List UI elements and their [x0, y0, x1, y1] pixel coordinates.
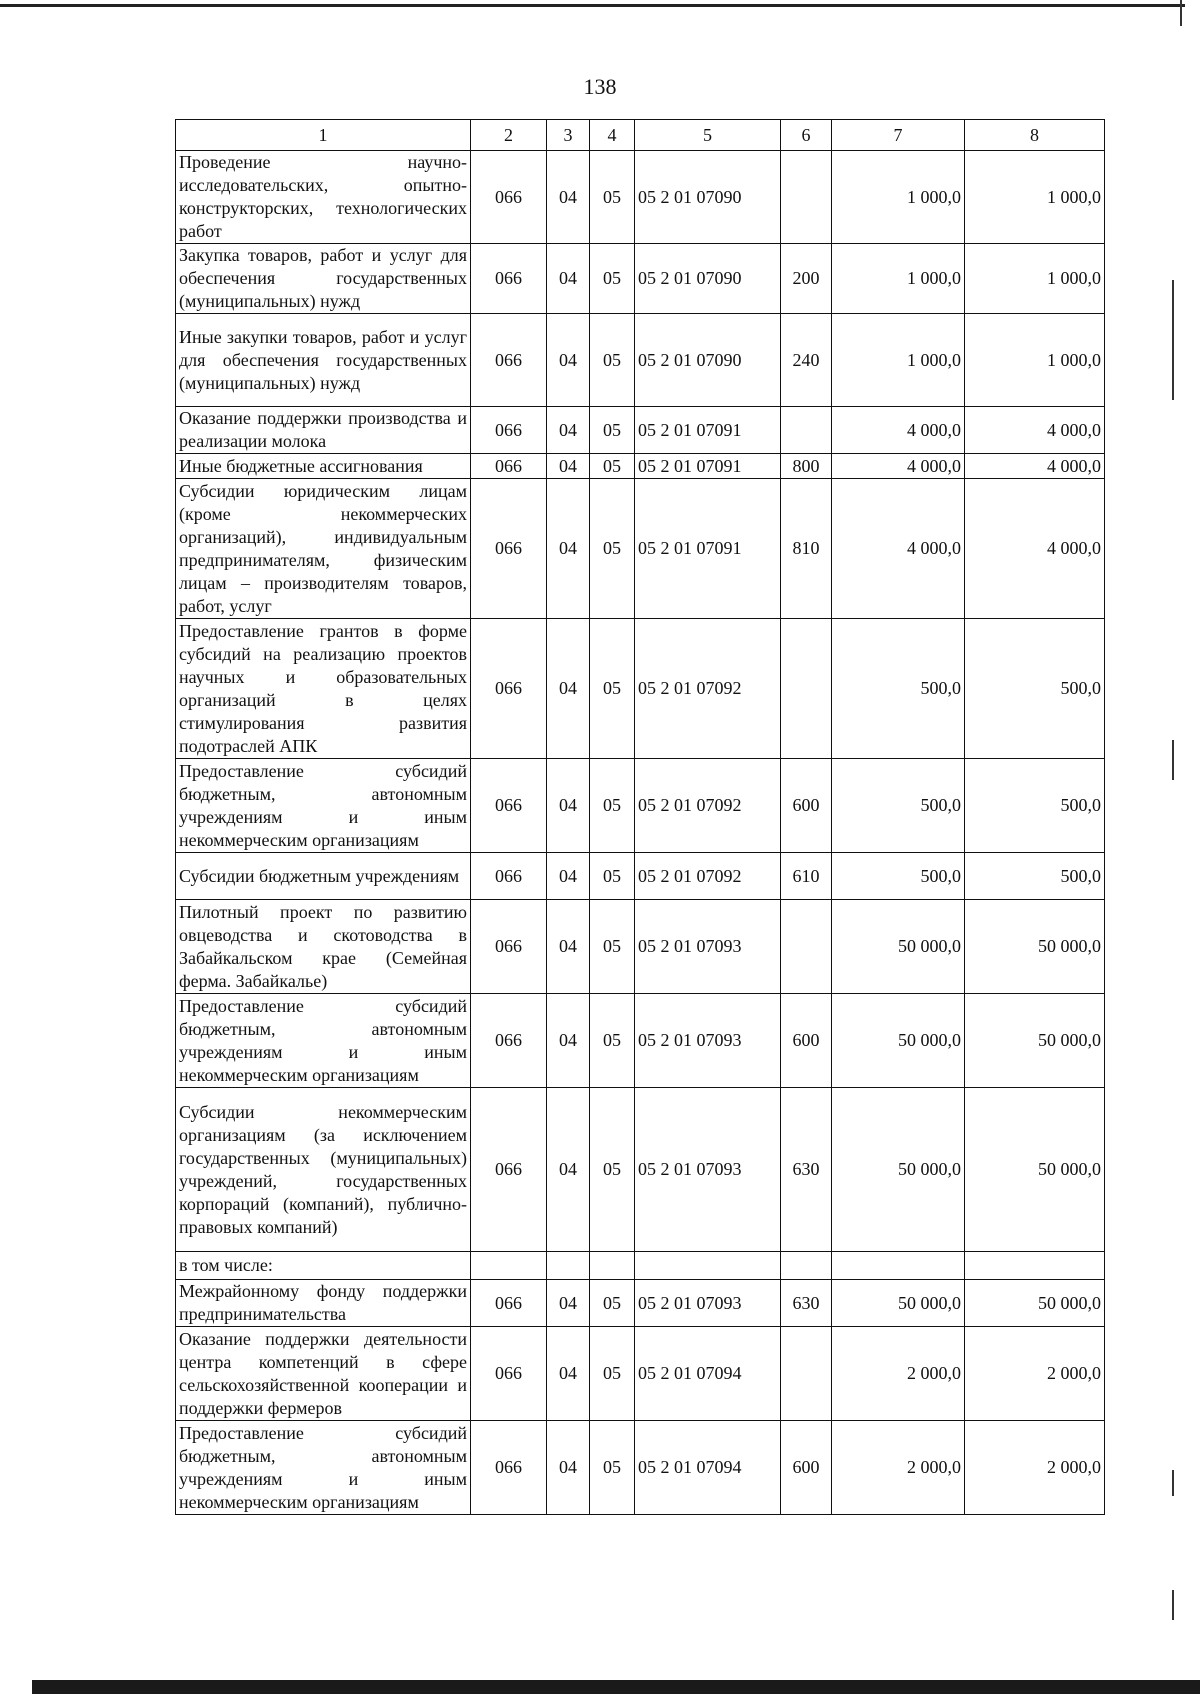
- table-row: [176, 1421, 1105, 1515]
- amount-col8: [965, 1252, 1105, 1280]
- subsection-code: [590, 1252, 635, 1280]
- table-row: [176, 1280, 1105, 1327]
- admin-code: 066: [471, 619, 547, 759]
- target-article-code: 05 2 01 07090: [635, 314, 781, 407]
- bottom-border-bar: [32, 1680, 1200, 1694]
- amount-col8: 4 000,0: [965, 407, 1105, 454]
- amount-col7: 4 000,0: [832, 454, 965, 479]
- page-number: 138: [583, 74, 617, 99]
- section-code: 04: [547, 151, 590, 244]
- budget-table: [175, 119, 1105, 1515]
- section-code: 04: [547, 1280, 590, 1327]
- amount-col8: 50 000,0: [965, 1088, 1105, 1252]
- subsection-code: 05: [590, 759, 635, 853]
- amount-col8: 1 000,0: [965, 244, 1105, 314]
- admin-code: 066: [471, 244, 547, 314]
- table-row: [176, 853, 1105, 900]
- target-article-code: 05 2 01 07092: [635, 853, 781, 900]
- target-article-code: 05 2 01 07092: [635, 759, 781, 853]
- column-header: 5: [635, 120, 781, 151]
- row-description: Пилотный проект по развитию овцеводства и скотоводства в Забайкальском крае (Семейная ферма. Забайкалье): [176, 900, 471, 994]
- amount-col8: 2 000,0: [965, 1421, 1105, 1515]
- target-article-code: 05 2 01 07093: [635, 1088, 781, 1252]
- subsection-code: 05: [590, 407, 635, 454]
- amount-col7: 1 000,0: [832, 244, 965, 314]
- target-article-code: 05 2 01 07093: [635, 994, 781, 1088]
- target-article-code: 05 2 01 07091: [635, 454, 781, 479]
- target-article-code: 05 2 01 07093: [635, 900, 781, 994]
- row-description: Оказание поддержки деятельности центра компетенций в сфере сельскохозяйственной кооперации и поддержки фермеров: [176, 1327, 471, 1421]
- expense-type-code: 630: [781, 1088, 832, 1252]
- amount-col7: 50 000,0: [832, 1280, 965, 1327]
- expense-type-code: 240: [781, 314, 832, 407]
- admin-code: 066: [471, 479, 547, 619]
- section-code: 04: [547, 900, 590, 994]
- admin-code: 066: [471, 151, 547, 244]
- amount-col7: 500,0: [832, 853, 965, 900]
- section-code: 04: [547, 619, 590, 759]
- table-row: [176, 1088, 1105, 1252]
- amount-col8: 1 000,0: [965, 151, 1105, 244]
- section-code: 04: [547, 1088, 590, 1252]
- section-code: 04: [547, 994, 590, 1088]
- section-code: 04: [547, 314, 590, 407]
- expense-type-code: 810: [781, 479, 832, 619]
- target-article-code: 05 2 01 07091: [635, 407, 781, 454]
- table-row: [176, 619, 1105, 759]
- column-header: 4: [590, 120, 635, 151]
- expense-type-code: [781, 619, 832, 759]
- subsection-code: 05: [590, 1421, 635, 1515]
- amount-col8: 4 000,0: [965, 479, 1105, 619]
- column-header: 1: [176, 120, 471, 151]
- target-article-code: 05 2 01 07090: [635, 244, 781, 314]
- amount-col7: 50 000,0: [832, 994, 965, 1088]
- row-description: Иные бюджетные ассигнования: [176, 454, 471, 479]
- row-description: Межрайонному фонду поддержки предпринимательства: [176, 1280, 471, 1327]
- section-code: 04: [547, 454, 590, 479]
- amount-col8: 50 000,0: [965, 1280, 1105, 1327]
- expense-type-code: 630: [781, 1280, 832, 1327]
- admin-code: 066: [471, 759, 547, 853]
- table-row: [176, 994, 1105, 1088]
- amount-col8: 2 000,0: [965, 1327, 1105, 1421]
- row-description: в том числе:: [176, 1252, 471, 1280]
- target-article-code: [635, 1252, 781, 1280]
- expense-type-code: [781, 900, 832, 994]
- amount-col7: 50 000,0: [832, 1088, 965, 1252]
- expense-type-code: 600: [781, 1421, 832, 1515]
- admin-code: 066: [471, 1327, 547, 1421]
- amount-col7: 500,0: [832, 619, 965, 759]
- admin-code: 066: [471, 454, 547, 479]
- expense-type-code: [781, 407, 832, 454]
- subsection-code: 05: [590, 151, 635, 244]
- subsection-code: 05: [590, 454, 635, 479]
- row-description: Оказание поддержки производства и реализации молока: [176, 407, 471, 454]
- amount-col7: 50 000,0: [832, 900, 965, 994]
- amount-col8: 4 000,0: [965, 454, 1105, 479]
- section-code: 04: [547, 479, 590, 619]
- section-code: 04: [547, 407, 590, 454]
- target-article-code: 05 2 01 07090: [635, 151, 781, 244]
- amount-col7: 2 000,0: [832, 1421, 965, 1515]
- amount-col7: 4 000,0: [832, 407, 965, 454]
- header-row: [176, 120, 1105, 151]
- top-border-line: [0, 4, 1185, 7]
- amount-col7: 1 000,0: [832, 151, 965, 244]
- row-description: Предоставление грантов в форме субсидий на реализацию проектов научных и образовательных организаций в целях стимулирования развития подотраслей АПК: [176, 619, 471, 759]
- row-description: Проведение научно-исследовательских, опытно-конструкторских, технологических работ: [176, 151, 471, 244]
- amount-col7: [832, 1252, 965, 1280]
- table-row: [176, 479, 1105, 619]
- section-code: 04: [547, 1421, 590, 1515]
- expense-type-code: 800: [781, 454, 832, 479]
- section-code: 04: [547, 853, 590, 900]
- expense-type-code: 610: [781, 853, 832, 900]
- subsection-code: 05: [590, 994, 635, 1088]
- amount-col7: 4 000,0: [832, 479, 965, 619]
- subsection-code: 05: [590, 314, 635, 407]
- section-code: 04: [547, 244, 590, 314]
- scan-margin-mark: [1172, 1470, 1174, 1496]
- column-header: 3: [547, 120, 590, 151]
- expense-type-code: 600: [781, 994, 832, 1088]
- amount-col8: 500,0: [965, 853, 1105, 900]
- subsection-code: 05: [590, 479, 635, 619]
- row-description: Субсидии юридическим лицам (кроме некоммерческих организаций), индивидуальным предпринимателям, физическим лицам – производителям товаров, работ, услуг: [176, 479, 471, 619]
- row-description: Предоставление субсидий бюджетным, автономным учреждениям и иным некоммерческим организациям: [176, 994, 471, 1088]
- subsection-code: 05: [590, 1280, 635, 1327]
- top-edge-mark: [1180, 0, 1182, 26]
- table-row: [176, 151, 1105, 244]
- admin-code: [471, 1252, 547, 1280]
- scan-margin-mark: [1172, 1590, 1174, 1620]
- section-code: [547, 1252, 590, 1280]
- row-description: Закупка товаров, работ и услуг для обеспечения государственных (муниципальных) нужд: [176, 244, 471, 314]
- table-row: [176, 759, 1105, 853]
- admin-code: 066: [471, 314, 547, 407]
- admin-code: 066: [471, 1421, 547, 1515]
- expense-type-code: [781, 1252, 832, 1280]
- row-description: Предоставление субсидий бюджетным, автономным учреждениям и иным некоммерческим организациям: [176, 1421, 471, 1515]
- table-row: [176, 1252, 1105, 1280]
- table-row: [176, 407, 1105, 454]
- amount-col8: 500,0: [965, 759, 1105, 853]
- target-article-code: 05 2 01 07091: [635, 479, 781, 619]
- target-article-code: 05 2 01 07094: [635, 1421, 781, 1515]
- amount-col7: 1 000,0: [832, 314, 965, 407]
- amount-col8: 500,0: [965, 619, 1105, 759]
- section-code: 04: [547, 759, 590, 853]
- table-row: [176, 314, 1105, 407]
- expense-type-code: 600: [781, 759, 832, 853]
- row-description: Иные закупки товаров, работ и услуг для обеспечения государственных (муниципальных) нужд: [176, 314, 471, 407]
- subsection-code: 05: [590, 1088, 635, 1252]
- admin-code: 066: [471, 853, 547, 900]
- expense-type-code: [781, 151, 832, 244]
- expense-type-code: [781, 1327, 832, 1421]
- row-description: Субсидии некоммерческим организациям (за исключением государственных (муниципальных) учреждений, государственных корпораций (компаний), публично-правовых компаний): [176, 1088, 471, 1252]
- admin-code: 066: [471, 994, 547, 1088]
- row-description: Субсидии бюджетным учреждениям: [176, 853, 471, 900]
- amount-col8: 1 000,0: [965, 314, 1105, 407]
- admin-code: 066: [471, 1088, 547, 1252]
- amount-col7: 2 000,0: [832, 1327, 965, 1421]
- amount-col8: 50 000,0: [965, 994, 1105, 1088]
- admin-code: 066: [471, 1280, 547, 1327]
- expense-type-code: 200: [781, 244, 832, 314]
- column-header: 8: [965, 120, 1105, 151]
- target-article-code: 05 2 01 07094: [635, 1327, 781, 1421]
- subsection-code: 05: [590, 619, 635, 759]
- section-code: 04: [547, 1327, 590, 1421]
- column-header: 7: [832, 120, 965, 151]
- column-header: 6: [781, 120, 832, 151]
- row-description: Предоставление субсидий бюджетным, автономным учреждениям и иным некоммерческим организациям: [176, 759, 471, 853]
- amount-col8: 50 000,0: [965, 900, 1105, 994]
- table-row: [176, 244, 1105, 314]
- admin-code: 066: [471, 900, 547, 994]
- target-article-code: 05 2 01 07092: [635, 619, 781, 759]
- amount-col7: 500,0: [832, 759, 965, 853]
- target-article-code: 05 2 01 07093: [635, 1280, 781, 1327]
- subsection-code: 05: [590, 244, 635, 314]
- table-row: [176, 454, 1105, 479]
- column-header: 2: [471, 120, 547, 151]
- subsection-code: 05: [590, 1327, 635, 1421]
- table-row: [176, 1327, 1105, 1421]
- scan-margin-mark: [1172, 740, 1174, 780]
- scan-margin-mark: [1172, 280, 1174, 400]
- subsection-code: 05: [590, 853, 635, 900]
- table-row: [176, 900, 1105, 994]
- subsection-code: 05: [590, 900, 635, 994]
- admin-code: 066: [471, 407, 547, 454]
